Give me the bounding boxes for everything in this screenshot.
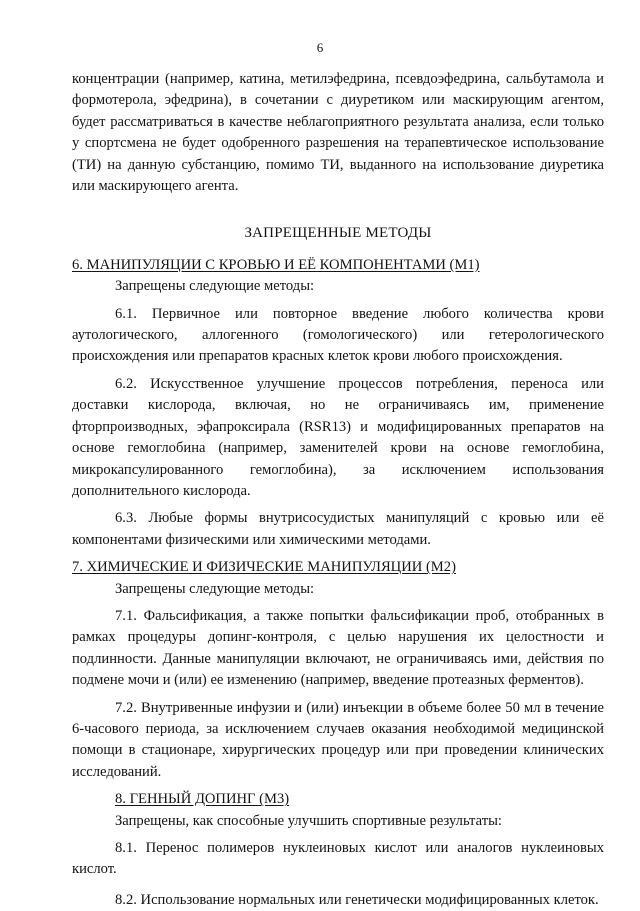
m2-heading: 7. ХИМИЧЕСКИЕ И ФИЗИЧЕСКИЕ МАНИПУЛЯЦИИ (М2) <box>72 559 456 576</box>
m2-item-7-2: 7.2. Внутривенные инфузии и (или) инъекции в объеме более 50 мл в течение 6-часового периода, за исключением случаев оказания необходимой медицинской помощи в стационаре, хирургических процедур или при проведении клинических исследований. <box>72 699 604 780</box>
m3-heading <box>72 789 604 810</box>
m1-heading: 6. МАНИПУЛЯЦИИ С КРОВЬЮ И ЕЁ КОМПОНЕНТАМИ (М1) <box>72 256 480 273</box>
m3-item-8-2: 8.2. Использование нормальных или генетически модифицированных клеток. <box>115 891 599 908</box>
m2-item-7-1: 7.1. Фальсификация, а также попытки фальсификации проб, отобранных в рамках процедуры допинг-контроля, с целью нарушения их целостности и подлинности. Данные манипуляции включают, не ограничиваясь ими, действия по подмене мочи и (или) ее изменению (например, введение протеазных ферментов). <box>72 607 604 689</box>
m3-intro: Запрещены, как способные улучшить спортивные результаты: <box>115 812 502 829</box>
m1-item-6-1: 6.1. Первичное или повторное введение любого количества крови аутологического, аллогенного (гомологического) или гетерологического происхождения или препаратов красных клеток крови любого происхождения. <box>72 305 604 365</box>
m3-heading-text: 8. ГЕННЫЙ ДОПИНГ (М3) <box>115 791 290 808</box>
m1-item-6-3: 6.3. Любые формы внутрисосудистых манипуляций с кровью или её компонентами физическими или химическими методами. <box>72 510 604 548</box>
intro-paragraph: концентрации (например, катина, метилэфедрина, псевдоэфедрина, сальбутамола и формотерола, эфедрина), в сочетании с диуретиком или маскирующим агентом, будет рассматриваться в качестве неблагоприятного результата анализа, если только у спортсмена не будет одобренного разрешения на терапевтическое использование (ТИ) на данную субстанцию, помимо ТИ, выданного на использование диуретика или маскирующего агента. <box>72 71 604 195</box>
document-body <box>72 69 604 911</box>
m2-intro: Запрещены следующие методы: <box>115 580 315 597</box>
section-title: ЗАПРЕЩЕННЫЕ МЕТОДЫ <box>244 225 432 242</box>
m1-item-6-2: 6.2. Искусственное улучшение процессов потребления, переноса или доставки кислорода, включая, но не ограничиваясь им, применение фторпроизводных, эфапроксирала (RSR13) и модифицированных препаратов на основе гемоглобина (например, заменителей крови на основе гемоглобина, микрокапсулированного гемоглобина), за исключением использования дополнительного кислорода. <box>72 375 604 499</box>
page-number: 6 <box>316 40 324 55</box>
m1-intro: Запрещены следующие методы: <box>115 278 315 295</box>
m3-item-8-1: 8.1. Перенос полимеров нуклеиновых кислот или аналогов нуклеиновых кислот. <box>72 840 604 878</box>
